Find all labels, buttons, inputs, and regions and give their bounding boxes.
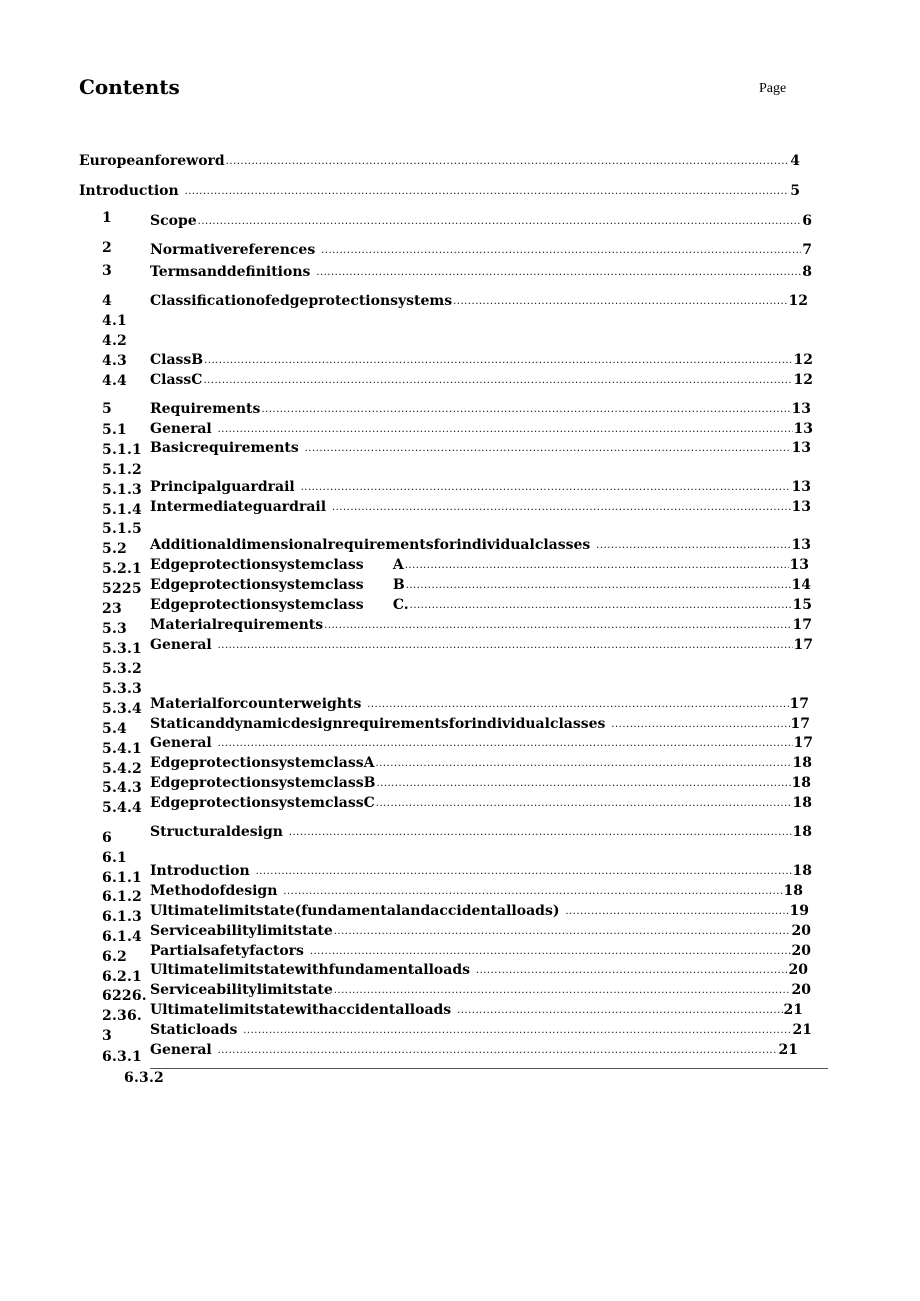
toc-entry-label: Intermediateguardrail [150,499,331,515]
toc-entry-page: 7 [802,242,812,258]
toc-entry-page: 20 [791,923,811,939]
section-number: 3 [102,263,112,279]
dot-leader [243,1024,791,1038]
dot-leader [334,984,791,998]
toc-entry-page: 18 [792,863,812,879]
dot-leader [198,215,802,229]
toc-entry[interactable] [150,958,808,978]
toc-entry[interactable] [150,751,812,771]
dot-leader [305,442,791,456]
section-number: 6 [102,830,112,846]
section-number: 6.3.1 [102,1049,142,1065]
toc-entry-page: 8 [802,264,812,280]
dot-leader [453,295,787,309]
toc-entry[interactable] [150,495,811,515]
dot-leader [376,797,792,811]
toc-entry[interactable] [150,899,809,919]
toc-entry-page: 21 [778,1042,798,1058]
toc-entry-label: Introduction [79,183,184,199]
toc-entry[interactable] [150,731,813,751]
toc-entry[interactable] [150,939,811,959]
section-number: 5.3 [102,621,127,637]
dot-leader [376,777,790,791]
toc-entry-label: Staticanddynamicdesignrequirementsforindividualclasses [150,716,611,732]
toc-entry-label: General [150,637,217,653]
toc-entry[interactable] [150,978,811,998]
toc-entry[interactable] [150,260,812,280]
page-divider [150,1068,828,1069]
dot-leader [457,1004,782,1018]
toc-entry-page: 15 [792,597,812,613]
toc-entry[interactable] [150,533,811,553]
toc-entry-page: 19 [789,903,809,919]
section-number: 1 [102,210,112,226]
toc-entry[interactable] [150,573,811,593]
toc-entry[interactable] [150,613,812,633]
toc-entry-page: 5 [790,183,800,199]
toc-entry-label: Requirements [150,401,261,417]
section-number: 5.3.4 [102,701,142,717]
toc-entry-page: 17 [793,735,813,751]
dot-leader [218,1044,778,1058]
toc-entry[interactable] [150,475,811,495]
toc-entry-page: 6 [802,213,812,229]
section-number: 6.1.1 [102,870,142,886]
toc-entry-label: EdgeprotectionsystemclassB [150,775,376,791]
toc-entry[interactable] [150,553,809,573]
section-number: 4 [102,293,112,309]
section-number: 6226. [102,988,147,1004]
toc-entry-label: Serviceabilitylimitstate [150,923,333,939]
dot-leader [332,501,791,515]
dot-leader [218,737,793,751]
dot-leader [261,403,790,417]
section-number: 5.1.5 [102,521,142,537]
toc-entry[interactable] [150,712,810,732]
section-number: 3 [102,1028,112,1044]
toc-entry-page: 13 [789,557,809,573]
toc-entry-page: 13 [791,499,811,515]
toc-entry[interactable] [150,771,811,791]
toc-entry-label: Edgeprotectionsystemclass A [150,557,404,573]
toc-entry-page: 13 [791,440,811,456]
dot-leader [596,539,790,553]
toc-entry-label: Ultimatelimitstatewithaccidentalloads [150,1002,457,1018]
toc-entry[interactable] [150,633,813,653]
toc-entry[interactable] [150,289,808,309]
toc-entry-label: Additionaldimensionalrequirementsforindividualclasses [150,537,596,553]
section-number: 6.3.2 [124,1070,164,1086]
toc-entry-label: General [150,421,217,437]
toc-entry-page: 12 [793,372,813,388]
section-number: 5.4.3 [102,780,142,796]
toc-entry-label: General [150,1042,217,1058]
dot-leader [218,423,793,437]
dot-leader [185,185,790,199]
toc-entry[interactable] [150,368,813,388]
section-number: 23 [102,601,122,617]
toc-entry-page: 20 [791,943,811,959]
section-number: 5.4.2 [102,761,142,777]
toc-entry[interactable] [150,692,809,712]
toc-entry[interactable] [150,436,811,456]
dot-leader [565,905,788,919]
dot-leader [203,374,792,388]
toc-entry-page: 13 [791,401,811,417]
toc-entry-page: 17 [793,637,813,653]
dot-leader [310,945,791,959]
toc-entry-label: Ultimatelimitstatewithfundamentalloads [150,962,475,978]
toc-entry-label: Normativereferences [150,242,321,258]
section-number: 5.4.1 [102,741,142,757]
toc-entry-page: 21 [783,1002,803,1018]
section-number: 4.1 [102,313,127,329]
toc-entry-label: ClassC [150,372,203,388]
dot-leader [289,826,792,840]
toc-entry-label: Serviceabilitylimitstate [150,982,333,998]
section-number: 2.36. [102,1008,142,1024]
dot-leader [218,639,793,653]
dot-leader [321,244,801,258]
toc-entry-label: Edgeprotectionsystemclass B [150,577,405,593]
dot-leader [405,559,789,573]
page-column-label: Page [759,81,787,96]
toc-entry-page: 13 [791,537,811,553]
dot-leader [301,481,791,495]
section-number: 6.2.1 [102,969,142,985]
contents-title: Contents [79,75,180,99]
dot-leader [324,619,791,633]
dot-leader [334,925,791,939]
toc-entry-label: Ultimatelimitstate(fundamentalandaccidentalloads) [150,903,565,919]
section-number: 5.4.4 [102,800,142,816]
toc-entry-label: Europeanforeword [79,153,225,169]
toc-entry-label: EdgeprotectionsystemclassC [150,795,375,811]
toc-entry-page: 18 [783,883,803,899]
toc-entry-label: Scope [150,213,197,229]
toc-entry-page: 17 [790,716,810,732]
toc-entry-label: Classificationofedgeprotectionsystems [150,293,453,309]
section-number: 6.2 [102,949,127,965]
toc-entry-page: 20 [791,982,811,998]
section-number: 5.2 [102,541,127,557]
toc-entry-page: 17 [789,696,809,712]
toc-entry-page: 4 [790,153,800,169]
toc-entry-label: Materialrequirements [150,617,324,633]
section-number: 4.2 [102,333,127,349]
section-number: 4.3 [102,353,127,369]
toc-entry[interactable] [150,209,812,229]
section-number: 4.4 [102,373,127,389]
dot-leader [406,579,791,593]
section-number: 5225 [102,581,142,597]
toc-entry-label: Principalguardrail [150,479,300,495]
section-number: 5.2.1 [102,561,142,577]
toc-entry[interactable] [150,998,803,1018]
toc-entry[interactable] [150,593,812,613]
section-number: 5.1.1 [102,442,142,458]
toc-entry-page: 12 [788,293,808,309]
section-number: 5.3.1 [102,641,142,657]
toc-entry-label: Staticloads [150,1022,243,1038]
toc-entry-page: 13 [793,421,813,437]
section-number: 5.1.3 [102,482,142,498]
dot-leader [367,698,788,712]
section-number: 5.1.4 [102,502,142,518]
toc-entry[interactable] [79,179,800,199]
toc-entry-label: Structuraldesign [150,824,288,840]
toc-entry-page: 18 [792,755,812,771]
toc-entry-label: Materialforcounterweights [150,696,367,712]
dot-leader [204,354,792,368]
dot-leader [611,718,789,732]
toc-entry[interactable] [79,149,800,169]
toc-entry-page: 17 [792,617,812,633]
dot-leader [226,155,790,169]
toc-entry-label: General [150,735,217,751]
toc-entry-label: EdgeprotectionsystemclassA [150,755,375,771]
section-number: 5.3.3 [102,681,142,697]
toc-entry-page: 18 [792,795,812,811]
toc-entry[interactable] [150,1018,812,1038]
section-number: 5.1.2 [102,462,142,478]
toc-entry-label: Introduction [150,863,255,879]
section-number: 6.1.3 [102,909,142,925]
section-number: 5.1 [102,422,127,438]
section-number: 5.3.2 [102,661,142,677]
toc-entry[interactable] [150,397,811,417]
toc-entry[interactable] [150,859,812,879]
section-number: 5.4 [102,721,127,737]
dot-leader [476,964,788,978]
dot-leader [376,757,792,771]
toc-entry-label: Methodofdesign [150,883,283,899]
toc-entry-page: 18 [791,775,811,791]
toc-entry-page: 21 [792,1022,812,1038]
toc-entry[interactable] [150,348,813,368]
toc-entry-label: ClassB [150,352,204,368]
toc-entry[interactable] [150,879,803,899]
section-number: 6.1.2 [102,889,142,905]
toc-entry-label: Edgeprotectionsystemclass C. [150,597,409,613]
toc-entry[interactable] [150,1038,798,1058]
toc-entry-page: 13 [791,479,811,495]
toc-entry[interactable] [150,238,812,258]
toc-entry-page: 20 [788,962,808,978]
toc-entry[interactable] [150,919,811,939]
toc-entry-label: Partialsafetyfactors [150,943,309,959]
section-number: 6.1 [102,850,127,866]
toc-entry-label: Termsanddefinitions [150,264,316,280]
toc-entry[interactable] [150,417,813,437]
dot-leader [256,865,792,879]
section-number: 2 [102,240,112,256]
toc-entry-page: 14 [791,577,811,593]
dot-leader [283,885,782,899]
section-number: 5 [102,401,112,417]
dot-leader [410,599,792,613]
section-number: 6.1.4 [102,929,142,945]
toc-entry-page: 12 [793,352,813,368]
toc-entry[interactable] [150,820,812,840]
toc-entry[interactable] [150,791,812,811]
toc-entry-page: 18 [792,824,812,840]
toc-entry-label: Basicrequirements [150,440,304,456]
dot-leader [316,266,801,280]
